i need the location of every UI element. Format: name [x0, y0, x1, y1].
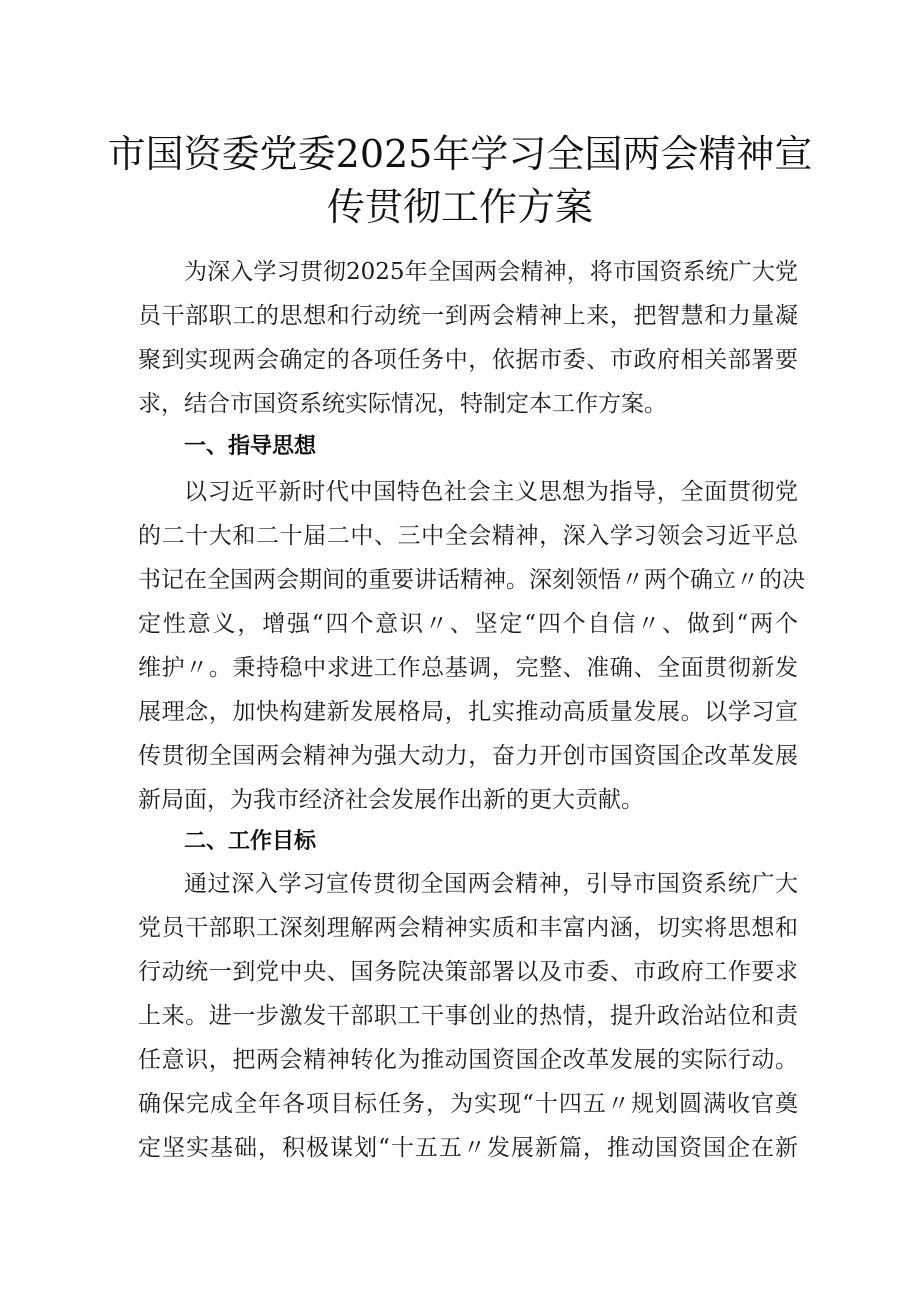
paragraph-line: 为深入学习贯彻2025年全国两会精神，将市国资系统广大党: [184, 259, 798, 285]
paragraph-line: 通过深入学习宣传贯彻全国两会精神，引导市国资系统广大: [184, 871, 798, 897]
paragraph-line: 书记在全国两会期间的重要讲话精神。深刻领悟〃两个确立〃的决: [138, 567, 805, 593]
paragraph-line: 聚到实现两会确定的各项任务中，依据市委、市政府相关部署要: [138, 347, 798, 373]
paragraph-line: 维护〃。秉持稳中求进工作总基调，完整、准确、全面贯彻新发: [138, 655, 798, 681]
section-heading-work-goals: 二、工作目标: [184, 829, 317, 854]
paragraph-line: 的二十大和二十届二中、三中全会精神，深入学习领会习近平总: [138, 523, 798, 549]
paragraph-line: 确保完成全年各项目标任务，为实现“十四五〃规划圆满收官奠: [138, 1091, 798, 1117]
section1-paragraph: [138, 470, 805, 822]
paragraph-line: 定坚实基础，积极谋划“十五五〃发展新篇，推动国资国企在新: [138, 1135, 798, 1161]
document-title-line-1: 市国资委党委2025年学习全国两会精神宣: [107, 132, 813, 176]
paragraph-line: 求，结合市国资系统实际情况，特制定本工作方案。: [138, 391, 667, 417]
paragraph-line: 员干部职工的思想和行动统一到两会精神上来，把智慧和力量凝: [138, 303, 798, 329]
paragraph-line: 以习近平新时代中国特色社会主义思想为指导，全面贯彻党: [184, 479, 798, 505]
paragraph-line: 定性意义，增强“四个意识〃、坚定“四个自信〃、做到“两个: [138, 611, 798, 637]
paragraph-line: 任意识，把两会精神转化为推动国资国企改革发展的实际行动。: [138, 1047, 798, 1073]
paragraph-line: 新局面，为我市经济社会发展作出新的更大贡献。: [138, 787, 644, 813]
section2-paragraph: [138, 862, 798, 1170]
paragraph-line: 行动统一到党中央、国务院决策部署以及市委、市政府工作要求: [138, 959, 798, 985]
paragraph-line: 传贯彻全国两会精神为强大动力，奋力开创市国资国企改革发展: [138, 743, 798, 769]
paragraph-line: 展理念，加快构建新发展格局，扎实推动高质量发展。以学习宣: [138, 699, 798, 725]
document-title-line-2: 传贯彻工作方案: [326, 185, 593, 229]
paragraph-line: 党员干部职工深刻理解两会精神实质和丰富内涵，切实将思想和: [138, 915, 798, 941]
intro-paragraph: [138, 250, 798, 426]
section-heading-guiding-ideology: 一、指导思想: [184, 434, 317, 459]
paragraph-line: 上来。进一步激发干部职工干事创业的热情，提升政治站位和责: [138, 1003, 798, 1029]
